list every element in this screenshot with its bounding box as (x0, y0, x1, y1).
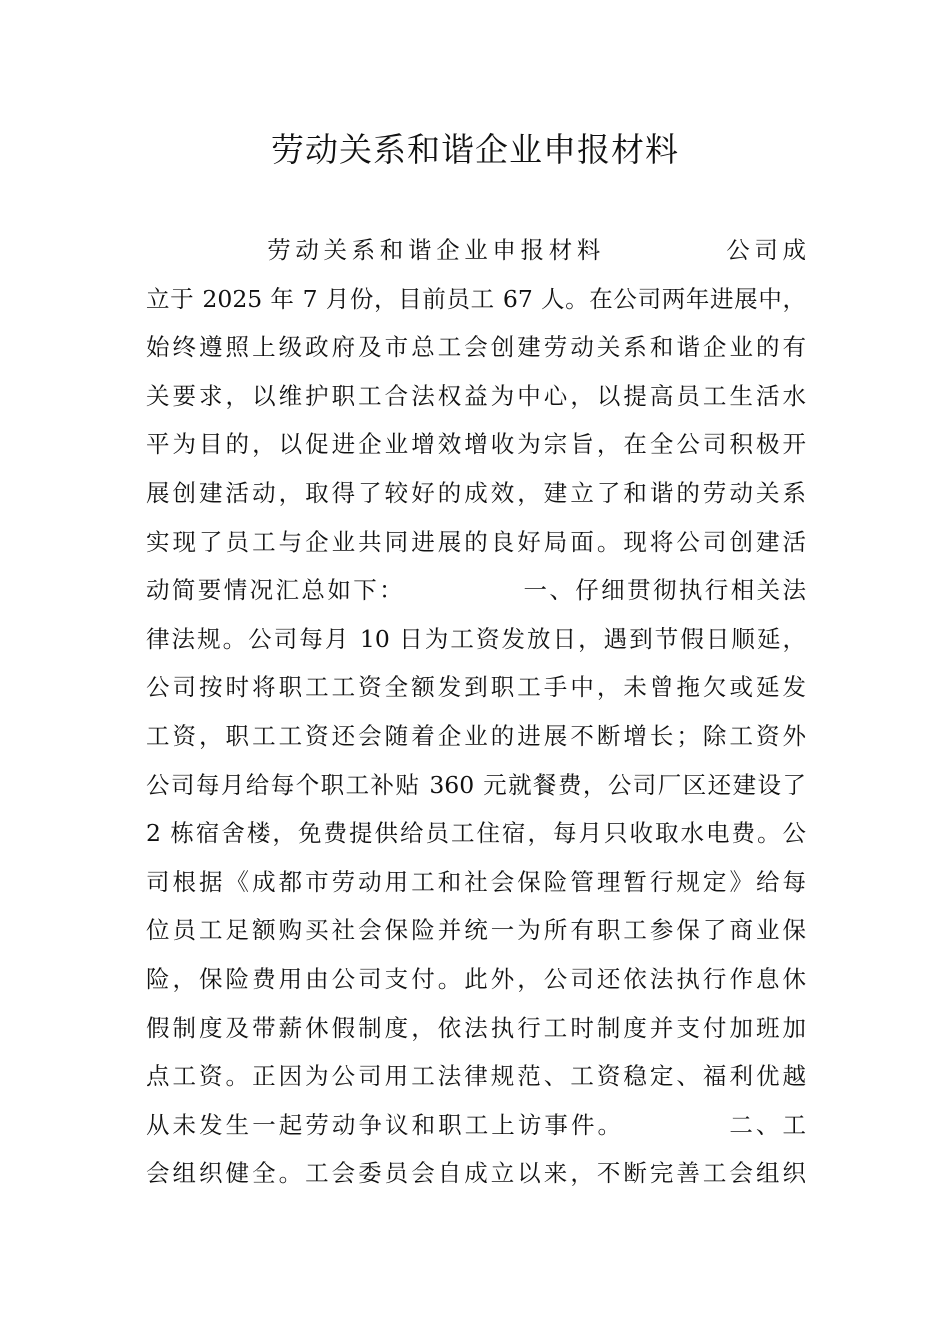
body-line: 动简要情况汇总如下： 一、仔细贯彻执行相关法 (146, 576, 806, 605)
body-line: 公司按时将职工工资全额发到职工手中，未曾拖欠或延发 (146, 673, 806, 702)
body-line: 点工资。正因为公司用工法律规范、工资稳定、福利优越 (146, 1062, 806, 1091)
body-line: 从未发生一起劳动争议和职工上访事件。 二、工 (146, 1110, 806, 1139)
body-line: 立于 2025 年 7 月份，目前员工 67 人。在公司两年进展中， (146, 284, 806, 313)
document-title: 劳动关系和谐企业申报材料 (271, 130, 679, 169)
body-line: 公司每月给每个职工补贴 360 元就餐费，公司厂区还建设了 (146, 770, 806, 799)
body-line: 2 栋宿舍楼，免费提供给员工住宿，每月只收取水电费。公 (146, 819, 806, 848)
body-line: 平为目的，以促进企业增效增收为宗旨，在全公司积极开 (146, 430, 806, 459)
body-line: 始终遵照上级政府及市总工会创建劳动关系和谐企业的有 (146, 333, 806, 362)
body-line: 假制度及带薪休假制度，依法执行工时制度并支付加班加 (146, 1013, 806, 1042)
body-line: 位员工足额购买社会保险并统一为所有职工参保了商业保 (146, 916, 806, 945)
body-line: 律法规。公司每月 10 日为工资发放日，遇到节假日顺延， (146, 624, 806, 653)
document-body (146, 226, 806, 1198)
body-line: 展创建活动，取得了较好的成效，建立了和谐的劳动关系 (146, 478, 806, 507)
body-line: 关要求，以维护职工合法权益为中心，以提高员工生活水 (146, 381, 806, 410)
body-line: 劳动关系和谐企业申报材料 公司成 (146, 236, 806, 264)
body-line: 实现了员工与企业共同进展的良好局面。现将公司创建活 (146, 527, 806, 556)
body-line: 险，保险费用由公司支付。此外，公司还依法执行作息休 (146, 964, 806, 993)
body-line: 工资，职工工资还会随着企业的进展不断增长；除工资外 (146, 721, 806, 750)
body-line: 会组织健全。工会委员会自成立以来，不断完善工会组织 (146, 1159, 806, 1188)
body-line: 司根据《成都市劳动用工和社会保险管理暂行规定》给每 (146, 867, 806, 896)
